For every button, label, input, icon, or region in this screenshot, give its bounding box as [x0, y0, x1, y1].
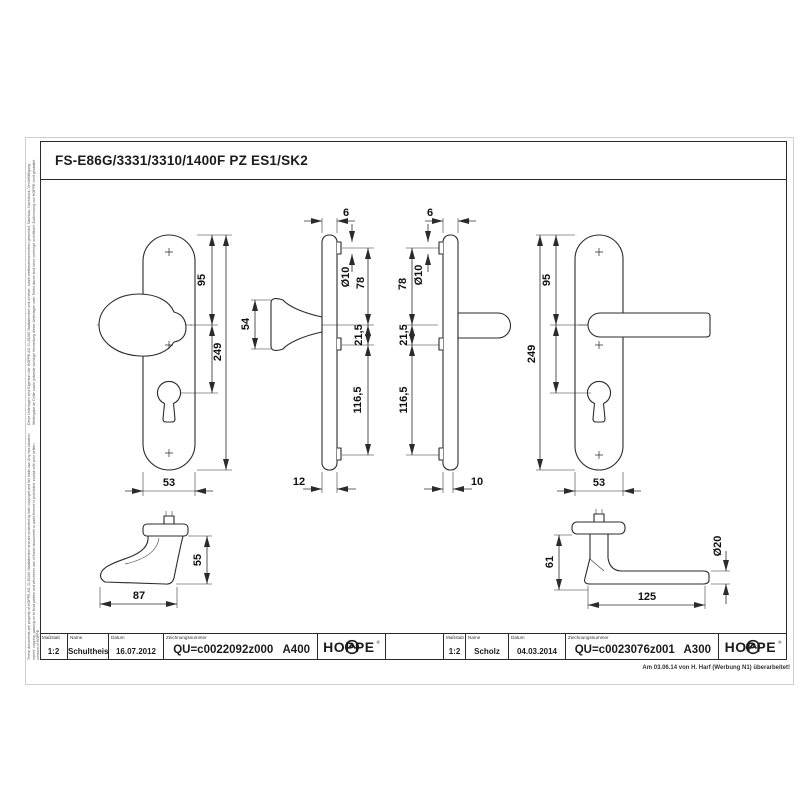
dim-lever-front-53: 53 — [592, 477, 606, 489]
dim-knob-front-53: 53 — [162, 477, 176, 489]
scale-label: Maßstab — [446, 635, 464, 640]
dim-lever-side-dia10: Ø10 — [413, 264, 425, 286]
left-block-scale-cell — [40, 634, 67, 659]
name-label: Name — [70, 635, 83, 640]
registered-mark: ® — [778, 640, 782, 645]
drawing-number: QU=c0023076z001 — [574, 644, 675, 656]
scale-value: 1:2 — [47, 647, 60, 656]
dim-lever-profile-61: 61 — [544, 555, 556, 569]
technical-drawing-canvas — [40, 180, 787, 633]
date-value: 16.07.2012 — [115, 647, 157, 656]
dim-lever-side-10: 10 — [470, 476, 484, 488]
dim-knob-side-21-5: 21,5 — [353, 324, 365, 346]
dim-knob-side-6: 6 — [342, 207, 350, 219]
revision-index: A400 — [282, 644, 310, 656]
hoppe-logo-icon — [344, 639, 360, 655]
right-block-date-cell — [508, 634, 565, 659]
dim-lever-side-21-5: 21,5 — [398, 324, 410, 346]
lever-front-shape — [588, 313, 710, 337]
right-block-brand-cell — [718, 634, 787, 659]
view-lever-backplate-front — [526, 235, 710, 496]
lever-profile-shape — [585, 534, 709, 584]
date-label: Datum — [111, 635, 125, 640]
scale-value: 1:2 — [448, 647, 461, 656]
scale-label: Maßstab — [42, 635, 60, 640]
dim-lever-side-116-5: 116,5 — [398, 386, 410, 414]
hoppe-wordmark: HOPPE — [323, 638, 375, 655]
dim-knob-profile-87: 87 — [132, 590, 146, 602]
dim-knob-side-54: 54 — [240, 317, 252, 331]
left-block-brand-cell — [317, 634, 385, 659]
registered-mark: ® — [376, 640, 380, 645]
drawing-title: FS-E86G/3331/3310/1400F PZ ES1/SK2 — [55, 153, 308, 168]
dim-knob-front-249: 249 — [212, 342, 224, 362]
dim-lever-side-6: 6 — [426, 207, 434, 219]
dim-knob-side-78: 78 — [355, 276, 367, 290]
right-block-number-cell — [565, 634, 718, 659]
hoppe-logo-icon — [745, 639, 761, 655]
right-block-name-cell — [465, 634, 508, 659]
left-block-name-cell — [67, 634, 108, 659]
number-label: Zeichnungsnummer — [166, 635, 207, 640]
date-value: 04.03.2014 — [516, 647, 558, 656]
view-knob-backplate-front — [97, 235, 232, 496]
lever-side-shape — [458, 313, 511, 338]
revision-index: A300 — [683, 644, 711, 656]
dim-knob-profile-55: 55 — [192, 553, 204, 567]
dim-lever-side-78: 78 — [397, 277, 409, 291]
dim-lever-front-95: 95 — [541, 273, 553, 287]
view-knob-backplate-side — [240, 207, 374, 493]
title-bar — [41, 142, 786, 180]
dim-lever-front-249: 249 — [526, 344, 538, 364]
revision-note: Am 03.06.14 von H. Harf (Werbung N1) überarbeitet! — [642, 665, 790, 671]
dim-knob-side-12: 12 — [292, 476, 306, 488]
knob-side-shape — [271, 299, 322, 351]
legal-note-english: These documents are property of HOPPE AG, D-35260 Stadtallendorf and are protected by both copyright and fair trade law. Any reproduction, reprint, copying, passing on to third parties and whichever use of these documents or parts thereof is prohibited, except with prior written consent of HOPPE. — [27, 432, 41, 660]
dim-lever-profile-dia20: Ø20 — [712, 535, 724, 557]
name-value: Scholz — [474, 647, 500, 656]
legal-note-german: Diese Unterlagen sind Eigentum der HOPPE AG, D-35260 Stadtallendorf und urheber- sowie wettbewerbsrechtlich geschützt. Nachbau, Nachdruck, Vervielfältigung, Weitergabe an Dritte sowie jedwede sonstige Verwertung dieser Unterlagen oder Teilen davon sind ohne vorherige schriftliche Zustimmung von HOPPE nicht gestattet. — [27, 159, 36, 425]
title-block-row — [40, 633, 787, 660]
left-block-date-cell — [108, 634, 163, 659]
view-lever-profile — [544, 509, 730, 609]
knob-profile-shape — [101, 536, 183, 584]
drawing-number: QU=c0022092z000 — [173, 644, 274, 656]
hoppe-wordmark: HOPPE — [724, 638, 777, 655]
spacer-cell — [385, 634, 443, 659]
number-label: Zeichnungsnummer — [568, 635, 609, 640]
dim-knob-front-95: 95 — [196, 273, 208, 287]
left-block-number-cell — [163, 634, 317, 659]
view-lever-backplate-side — [397, 207, 511, 493]
name-label: Name — [468, 635, 481, 640]
date-label: Datum — [511, 635, 525, 640]
name-value: Schultheis — [68, 647, 109, 656]
view-knob-profile — [100, 511, 212, 608]
right-block-scale-cell — [443, 634, 465, 659]
dim-lever-profile-125: 125 — [637, 591, 657, 603]
dim-knob-side-116-5: 116,5 — [352, 386, 364, 414]
dim-knob-side-dia10: Ø10 — [340, 266, 352, 288]
